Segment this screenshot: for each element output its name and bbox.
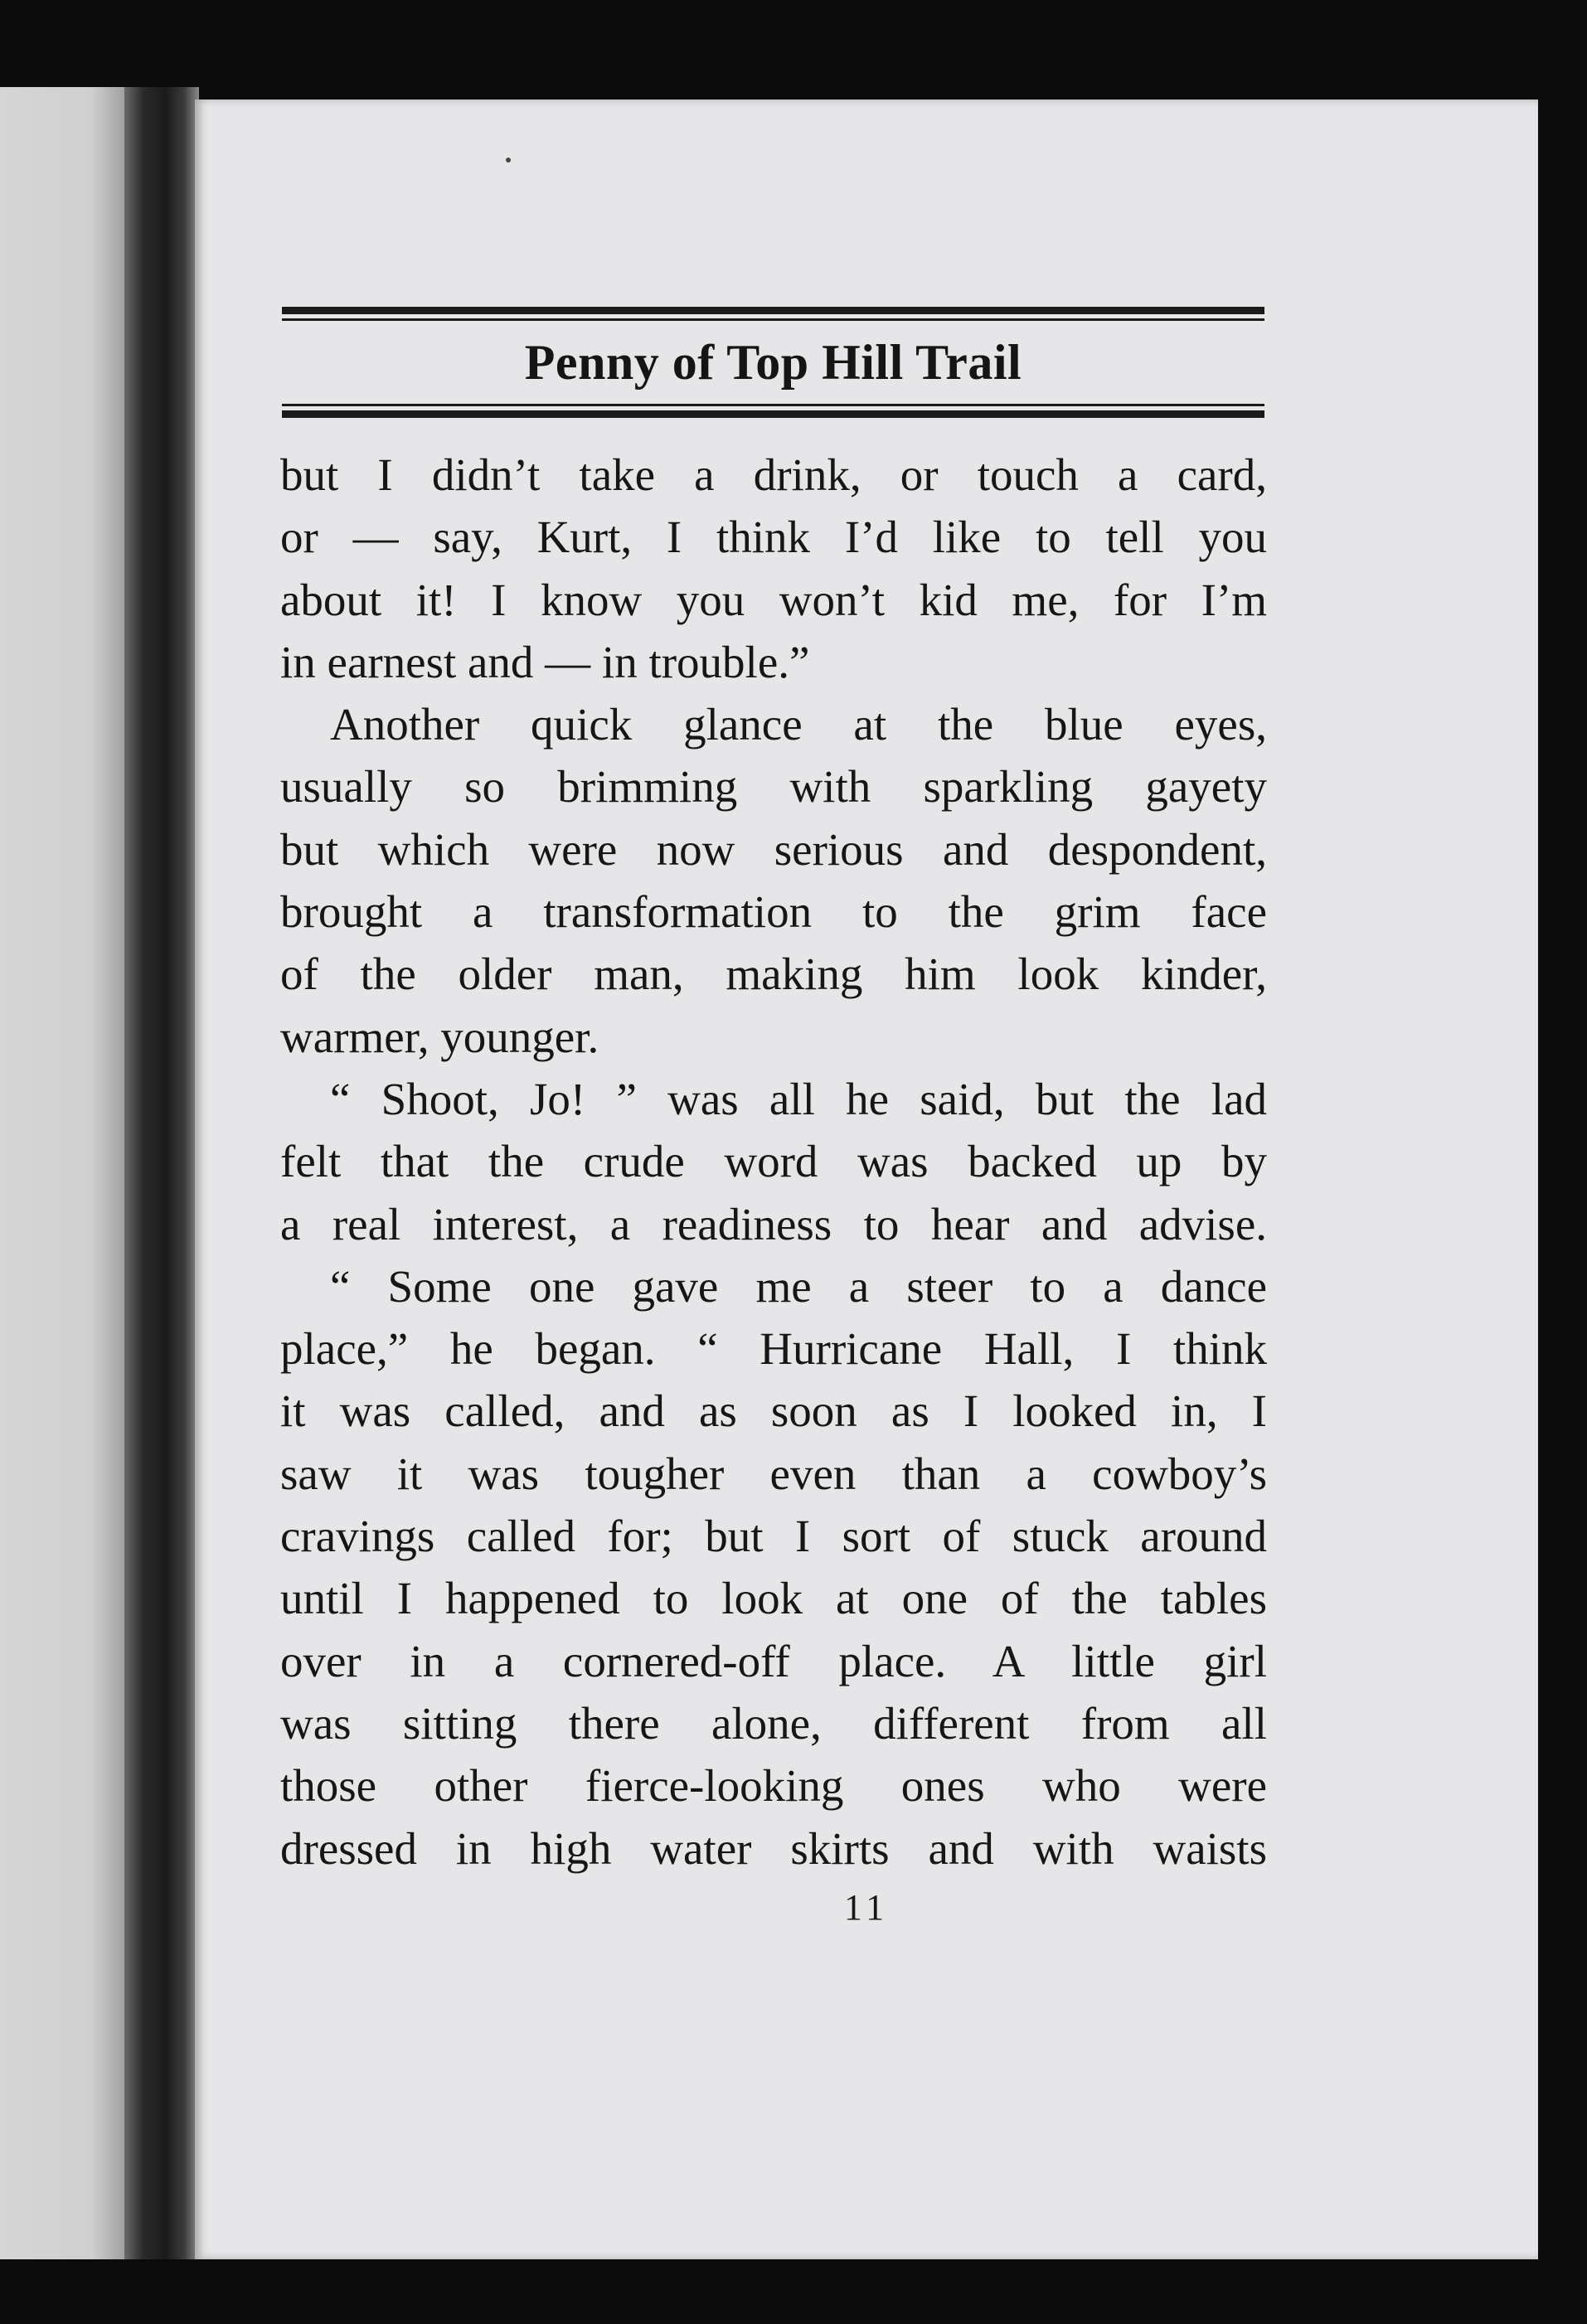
text-line: but which were now serious and despondent, [280,823,1267,875]
text-line: brought a transformation to the grim face [280,886,1267,938]
text-line: dressed in high water skirts and with waists [280,1822,1267,1874]
text-line: of the older man, making him look kinder, [280,949,1267,1000]
running-title: Penny of Top Hill Trail [524,335,1022,390]
text-line: until I happened to look at one of the tables [280,1573,1267,1624]
header-bottom-rule [282,404,1264,418]
header-top-rule [282,307,1264,321]
text-line: but I didn’t take a drink, or touch a card, [280,449,1267,500]
text-line: was sitting there alone, different from all [280,1697,1267,1749]
book-page [195,99,1538,2259]
text-line: saw it was tougher even than a cowboy’s [280,1448,1267,1499]
text-line: usually so brimming with sparkling gayety [280,761,1267,813]
book-gutter [124,87,199,2259]
text-line: about it! I know you won’t kid me, for I’m [280,574,1267,625]
page-header [282,307,1264,418]
text-line: “ Shoot, Jo! ” was all he said, but the lad [330,1073,1267,1124]
text-line: it was called, and as soon as I looked in, I [280,1385,1267,1437]
text-line: warmer, younger. [280,1011,599,1062]
text-line: a real interest, a readiness to hear and advise. [280,1198,1267,1249]
text-line: in earnest and — in trouble.” [280,636,810,687]
body-text [280,444,1267,1880]
text-line: “ Some one gave me a steer to a dance [330,1260,1267,1312]
text-line: over in a cornered-off place. A little girl [280,1635,1267,1686]
text-line: cravings called for; but I sort of stuck around [280,1511,1267,1562]
text-line: felt that the crude word was backed up by [280,1136,1267,1187]
page-number: 11 [843,1887,890,1928]
text-line: or — say, Kurt, I think I’d like to tell you [280,512,1267,563]
text-line: those other fierce-looking ones who were [280,1760,1267,1812]
text-line: Another quick glance at the blue eyes, [330,699,1267,750]
paper-speck [506,158,511,163]
text-line: place,” he began. “ Hurricane Hall, I think [280,1323,1267,1375]
